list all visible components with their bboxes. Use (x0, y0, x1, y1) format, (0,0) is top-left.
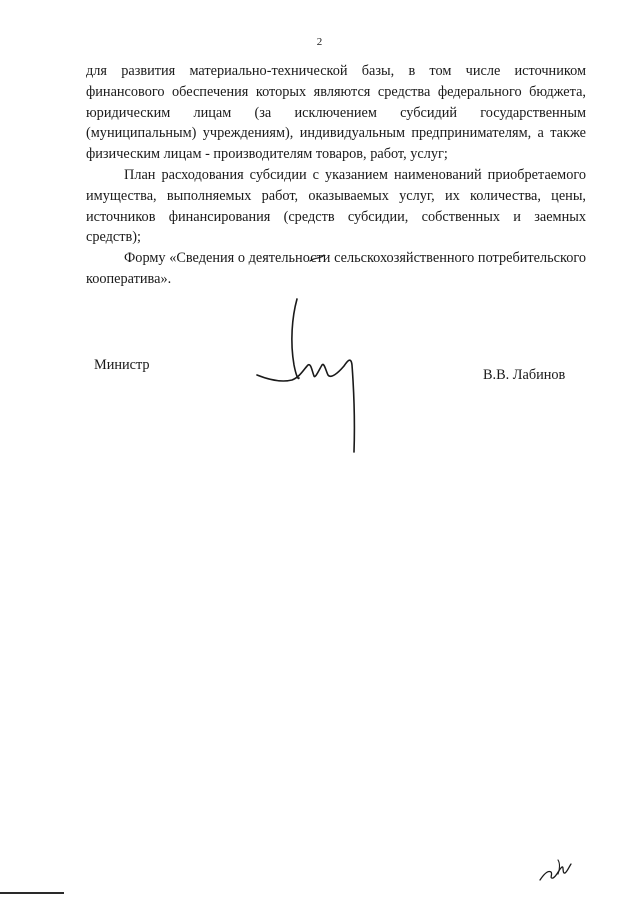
handwritten-signature (252, 247, 382, 462)
scan-edge-line (0, 892, 64, 894)
handwritten-initials (538, 858, 572, 884)
signer-position: Министр (94, 357, 150, 373)
signer-name: В.В. Лабинов (483, 367, 566, 383)
paragraph-continuation: для развития материально-технической базы, в том числе источником финансового обеспечения которых являются средства федерального бюджета, юридическим лицам (за исключением субсидий государственным (муниципальным) учреждениям), индивидуальным предпринимателям, а также физическим лицам - производителям товаров, работ, услуг; (86, 63, 586, 163)
page-number: 2 (316, 36, 323, 48)
paragraph-spending-plan: План расходования субсидии с указанием наименований приобретаемого имущества, выполняемых работ, оказываемых услуг, их количества, цены, источников финансирования (средств субсидии, собственных и заемных средств); (86, 166, 586, 246)
paragraph-cooperative-form: Форму «Сведения о деятельности сельскохозяйственного потребительского кооператива». (86, 250, 586, 287)
